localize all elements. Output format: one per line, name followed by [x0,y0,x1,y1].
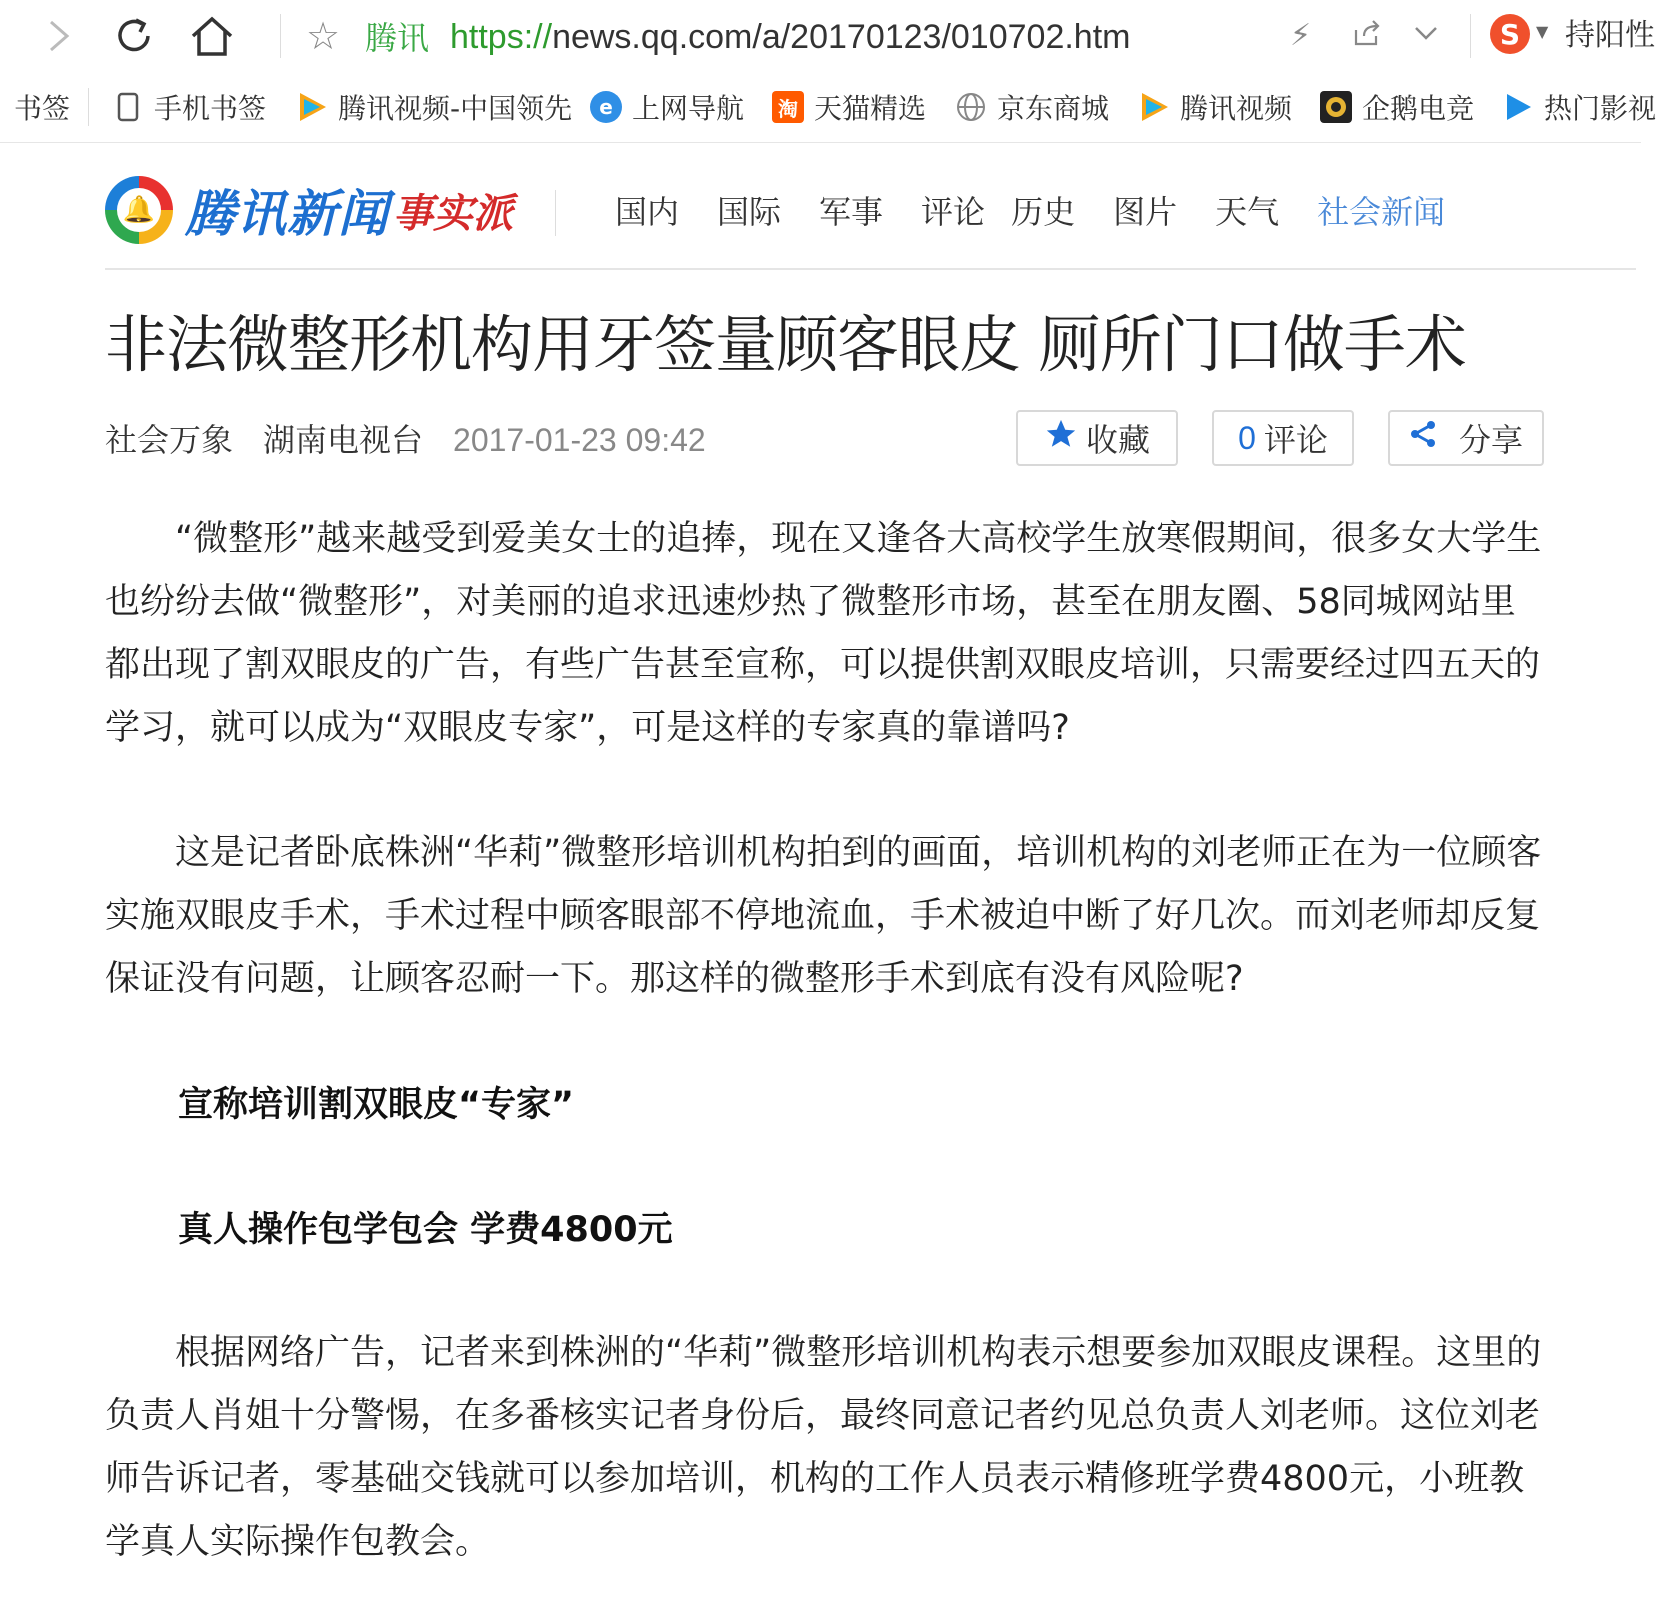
divider [280,14,281,58]
share-icon [1409,419,1439,457]
bookmarks-bar [0,72,1656,143]
favorite-label: 收藏 [1085,421,1150,459]
bookmark-label: 腾讯视频 [1180,92,1293,125]
bookmark-item[interactable] [955,72,1109,142]
article-paragraph [105,508,1545,760]
bookmark-item[interactable] [1502,72,1656,142]
header-divider [105,268,1636,270]
tencent-video-icon [296,91,328,123]
nav-item-society[interactable]: 社会新闻 [1317,193,1446,231]
comment-count: 0 [1238,419,1256,456]
address-bar [0,0,1655,73]
site-name: 腾讯 [365,19,430,57]
chevron-down-icon[interactable] [1412,18,1440,57]
bookmark-label: 天猫精选 [814,92,927,125]
nav-item-history[interactable]: 历史 [1011,193,1076,231]
ie-icon: e [590,91,622,123]
nav-item-opinion[interactable]: 评论 [921,193,986,231]
share-button[interactable] [1388,410,1544,466]
article-category[interactable]: 社会万象 [105,421,234,459]
sogou-logo-icon[interactable]: S [1490,14,1530,54]
article-paragraph [105,822,1545,1011]
nav-item-international[interactable]: 国际 [717,193,782,231]
globe-icon [955,91,987,123]
divider [88,88,89,126]
share-label: 分享 [1458,421,1523,459]
tencent-video-icon [1138,91,1170,123]
star-icon [1044,417,1078,459]
site-nav [615,188,1483,236]
paragraph-text: “微整形”越来越受到爱美女士的追捧，现在又逢各大高校学生放寒假期间，很多女大学生也纷纷去做“微整形”，对美丽的追求迅速炒热了微整形市场，甚至在朋友圈、58同城网站里都出现了割双眼皮的广告，有些广告甚至宣称，可以提供割双眼皮培训，只需要经过四五天的学习，就可以成为“双眼皮专家”，可是这样的专家真的靠谱吗? [105,519,1542,748]
bookmarks-label[interactable]: 书签 [14,92,71,125]
nav-item-military[interactable]: 军事 [819,193,884,231]
bookmark-label: 手机书签 [154,92,267,125]
nav-item-weather[interactable]: 天气 [1215,193,1280,231]
play-icon [1502,91,1534,123]
divider [1470,14,1471,58]
refresh-icon[interactable] [110,12,158,60]
bookmark-item[interactable] [590,72,744,142]
bookmark-label: 热门影视 [1544,92,1656,125]
qq-news-logo-icon: 🔔 [105,176,173,244]
site-logo[interactable] [105,175,513,245]
penguin-esports-icon [1320,91,1352,123]
bookmark-star-icon[interactable]: ☆ [306,14,341,58]
home-icon[interactable] [188,12,236,60]
forward-icon[interactable] [34,12,82,60]
paragraph-text: 这是记者卧底株洲“华莉”微整形培训机构拍到的画面，培训机构的刘老师正在为一位顾客实施双眼皮手术，手术过程中顾客眼部不停地流血，手术被迫中断了好几次。而刘老师却反复保证没有问题，让顾客忍耐一下。那这样的微整形手术到底有没有风险呢? [105,833,1542,999]
taobao-icon: 淘 [772,91,804,123]
bookmark-item[interactable] [1320,72,1474,142]
nav-item-photos[interactable]: 图片 [1113,193,1178,231]
bookmark-item[interactable] [1138,72,1292,142]
article-source: 湖南电视台 [263,421,424,459]
article-time: 2017-01-23 09:42 [453,422,706,458]
bookmark-item[interactable] [296,72,573,142]
search-hint-text[interactable]: 持阳性 [1565,18,1655,53]
bookmark-label: 腾讯视频-中国领先 [338,92,573,125]
nav-item-domestic[interactable]: 国内 [615,193,680,231]
paragraph-text: 根据网络广告，记者来到株洲的“华莉”微整形培训机构表示想要参加双眼皮课程。这里的负责人肖姐十分警惕，在多番核实记者身份后，最终同意记者约见总负责人刘老师。这位刘老师告诉记者，零基础交钱就可以参加培训，机构的工作人员表示精修班学费4800元，小班教学真人实际操作包教会。 [105,1333,1542,1562]
comment-button[interactable] [1212,410,1354,466]
phone-icon [112,91,144,123]
bookmark-label: 上网导航 [632,92,745,125]
url-text: news.qq.com/a/20170123/010702.htm [552,18,1131,56]
article-subheading: 真人操作包学包会 学费4800元 [178,1210,673,1250]
bookmark-label: 企鹅电竞 [1362,92,1475,125]
article-paragraph [105,1322,1545,1574]
lightning-icon[interactable]: ⚡ [1290,18,1312,53]
url-scheme: https:// [450,18,553,56]
article-title: 非法微整形机构用牙签量顾客眼皮 厕所门口做手术 [105,308,1466,381]
article-subheading: 宣称培训割双眼皮“专家” [178,1085,575,1125]
logo-subtext: 事实派 [393,189,513,237]
caret-down-icon[interactable]: ▼ [1536,22,1549,41]
bookmark-label: 京东商城 [997,92,1110,125]
share-page-icon[interactable] [1352,18,1382,57]
comment-label: 评论 [1263,421,1328,459]
bookmark-item[interactable] [772,72,926,142]
divider [555,190,556,236]
bookmark-item[interactable] [112,72,266,142]
logo-text: 腾讯新闻 [185,185,389,243]
favorite-button[interactable] [1016,410,1178,466]
article-meta [105,415,706,465]
url-field[interactable] [450,16,1130,58]
